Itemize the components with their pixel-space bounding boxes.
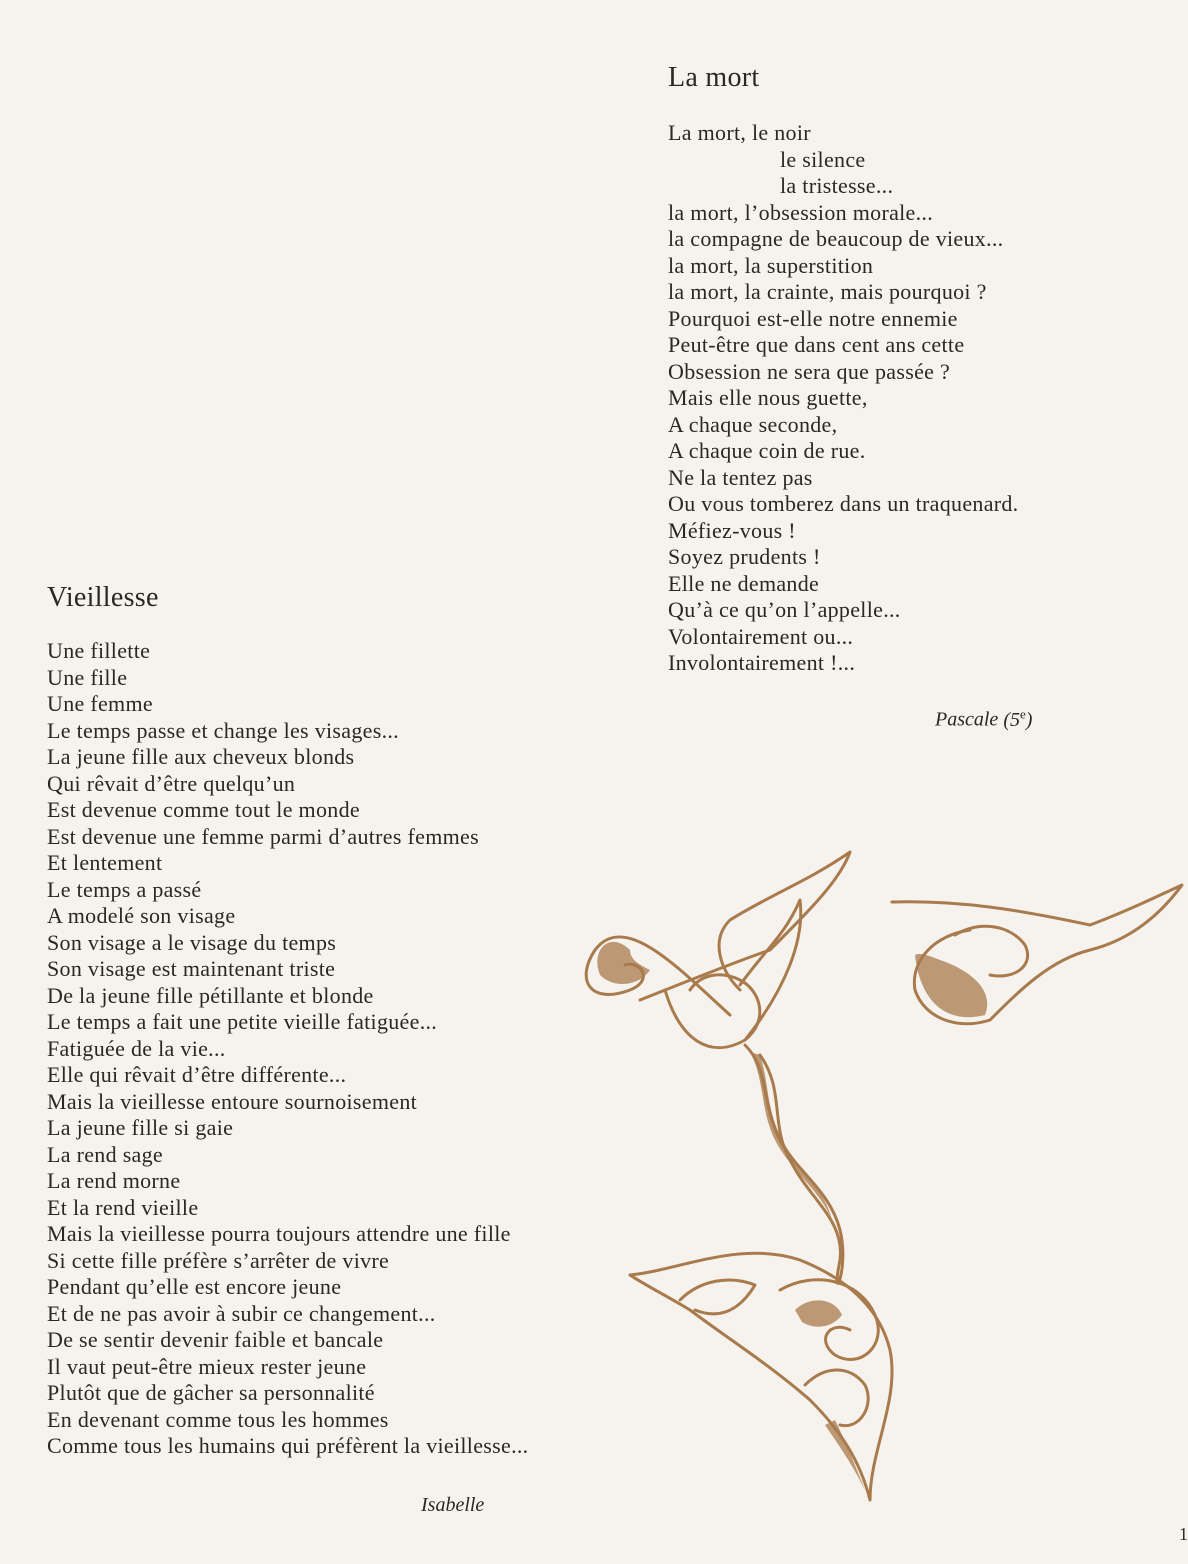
poem-line: Mais elle nous guette,	[668, 385, 868, 410]
poem-title: La mort	[668, 62, 760, 93]
flower-lower-curl	[805, 1370, 868, 1426]
poem-line: La mort, le noir	[668, 120, 811, 145]
poem-line: La jeune fille aux cheveux blonds	[47, 744, 355, 769]
poem-line: De la jeune fille pétillante et blonde	[47, 982, 374, 1008]
poem-line: De se sentir devenir faible et bancale	[47, 1327, 384, 1352]
poem-line: A chaque seconde,	[668, 411, 838, 437]
poem-line: Fatiguée de la vie...	[47, 1035, 226, 1061]
poem-author	[935, 706, 1032, 732]
poem-line: Il vaut peut-être mieux rester jeune	[47, 1353, 367, 1379]
poem-line: Elle qui rêvait d’être différente...	[47, 1062, 347, 1087]
poem-line: Pendant qu’elle est encore jeune	[47, 1274, 342, 1299]
poem-line: A modelé son visage	[47, 903, 236, 928]
poem-line: La rend sage	[47, 1141, 163, 1167]
poem-line: Qui rêvait d’être quelqu’un	[47, 770, 296, 796]
page-number: 1	[1179, 1524, 1188, 1544]
flower-lower-shade-2	[825, 1420, 865, 1490]
poem-line: la mort, la crainte, mais pourquoi ?	[668, 279, 987, 304]
flower-lower-shade	[795, 1300, 842, 1326]
poem-line: Une fille	[47, 664, 128, 690]
poem-title: Vieillesse	[47, 582, 159, 613]
poem-line: Son visage est maintenant triste	[47, 956, 336, 981]
author-class	[1003, 706, 1033, 731]
poem-line: Une fillette	[47, 638, 151, 663]
poem-vieillesse	[47, 582, 528, 1460]
poem-line: Est devenue une femme parmi d’autres femmes	[47, 823, 479, 849]
poem-line: Le temps passe et change les visages...	[47, 717, 399, 743]
poem-line: Ou vous tomberez dans un traquenard.	[668, 491, 1019, 516]
poem-author	[421, 1494, 484, 1517]
flower-right-inner	[955, 926, 1028, 976]
poem-line: Comme tous les humains qui préfèrent la vieillesse...	[47, 1433, 529, 1458]
poem-line: Plutôt que de gâcher sa personnalité	[47, 1380, 375, 1405]
poem-line: Soyez prudents !	[668, 544, 821, 569]
flower-upper-wing	[740, 900, 801, 1040]
flower-lower-leaf	[680, 1280, 755, 1314]
poem-line: La rend morne	[47, 1168, 181, 1193]
poem-line: Ne la tentez pas	[668, 464, 813, 490]
poem-line: Involontairement !...	[668, 650, 856, 675]
poem-line: Une femme	[47, 691, 153, 716]
poem-lines	[47, 638, 528, 1460]
poem-line: la compagne de beaucoup de vieux...	[668, 226, 1004, 251]
poem-line: Méfiez-vous !	[668, 517, 796, 543]
poem-line: Le temps a passé	[47, 876, 202, 902]
poem-line: le silence	[780, 146, 866, 172]
poem-line: Et la rend vieille	[47, 1194, 199, 1220]
author-class-number: (5	[1003, 708, 1020, 731]
sepia-flower-drawing	[570, 840, 1188, 1540]
poem-lines	[668, 120, 1018, 677]
poem-line: Peut-être que dans cent ans cette	[668, 332, 965, 357]
poem-line: La jeune fille si gaie	[47, 1115, 234, 1140]
poem-line: Elle ne demande	[668, 570, 820, 596]
poem-line: Est devenue comme tout le monde	[47, 797, 360, 822]
poem-line: Si cette fille préfère s’arrêter de vivre	[47, 1247, 390, 1273]
poem-line: la mort, l’obsession morale...	[668, 199, 934, 225]
poem-la-mort	[668, 62, 1018, 677]
poem-line: Volontairement ou...	[668, 623, 854, 649]
poem-line: la tristesse...	[780, 173, 894, 198]
author-name: Pascale	[935, 708, 999, 731]
poem-line: Mais la vieillesse entoure sournoisement	[47, 1088, 418, 1114]
poem-line: Le temps a fait une petite vieille fatiguée...	[47, 1009, 438, 1034]
poem-line: Et lentement	[47, 850, 163, 875]
poem-line: Et de ne pas avoir à subir ce changement...	[47, 1300, 436, 1326]
poem-line: En devenant comme tous les hommes	[47, 1406, 389, 1432]
poem-line: Qu’à ce qu’on l’appelle...	[668, 597, 901, 622]
poem-line: Son visage a le visage du temps	[47, 929, 337, 955]
poem-line: Pourquoi est-elle notre ennemie	[668, 305, 958, 331]
poem-line: la mort, la superstition	[668, 252, 874, 278]
poem-line: Obsession ne sera que passée ?	[668, 358, 951, 384]
poem-line: Mais la vieillesse pourra toujours attendre une fille	[47, 1221, 511, 1246]
author-class-superscript: e	[1019, 706, 1026, 721]
flower-upper-shade	[597, 942, 650, 984]
author-class-close: )	[1025, 708, 1033, 731]
poem-line: A chaque coin de rue.	[668, 438, 866, 463]
flower-stem-shade	[750, 1052, 832, 1220]
author-name: Isabelle	[421, 1494, 485, 1516]
